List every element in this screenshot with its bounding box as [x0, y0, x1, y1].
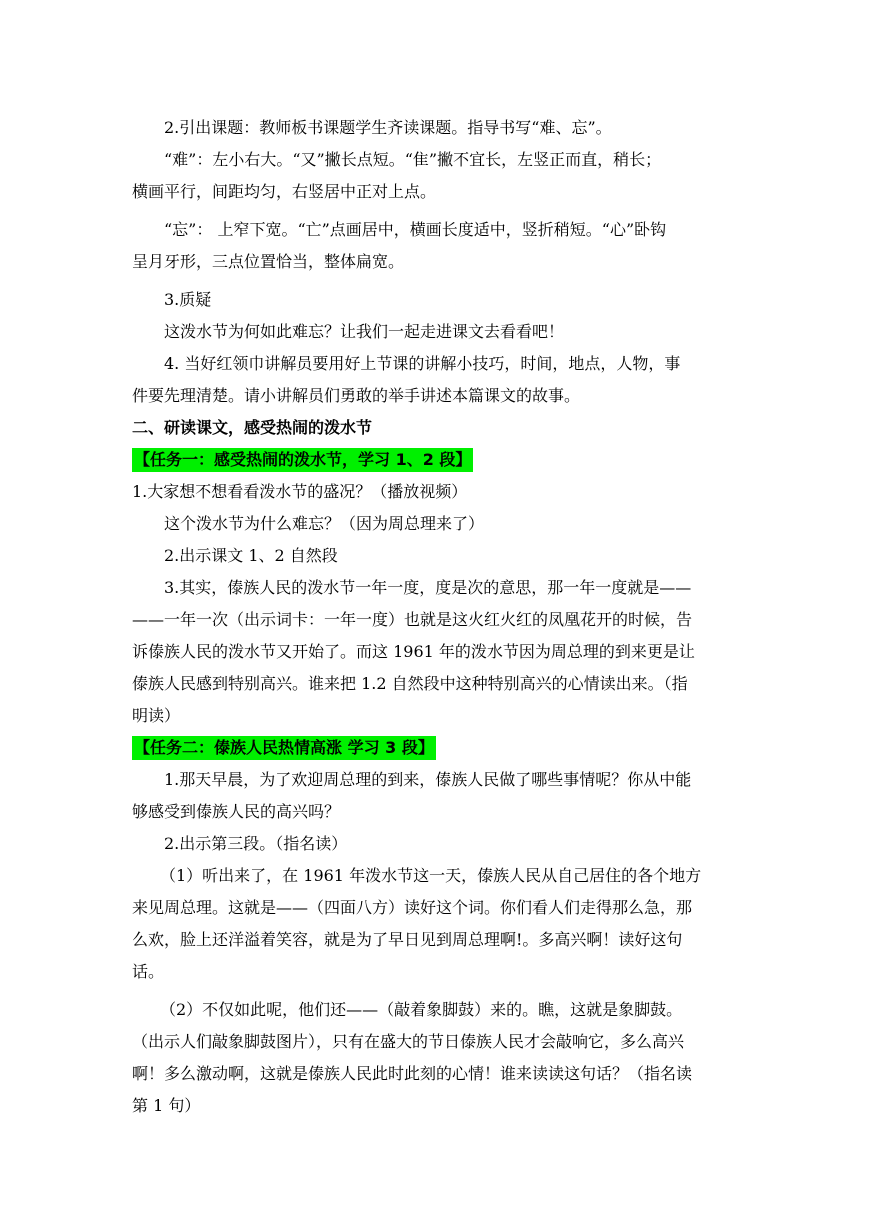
task2-item4-line1: （2）不仅如此呢，他们还——（敲着象脚鼓）来的。瞧，这就是象脚鼓。: [160, 1000, 683, 1019]
task2-item4-line3: 啊！多么激动啊，这就是傣族人民此时此刻的心情！谁来读读这句话？（指名读: [132, 1064, 693, 1083]
task2-item4-line2: （出示人们敲象脚鼓图片），只有在盛大的节日傣族人民才会敲响它，多么高兴: [132, 1032, 685, 1051]
paragraph-wang-line2: 呈月牙形，三点位置恰当，整体扁宽。: [132, 252, 405, 271]
task1-item2: 2.出示课文 1、2 自然段: [164, 546, 338, 565]
task1-item1-answer: 这个泼水节为什么难忘？（因为周总理来了）: [164, 514, 485, 533]
task1-item3-line1: 3.其实，傣族人民的泼水节一年一度，度是次的意思，那一年一度就是——: [164, 578, 692, 597]
task2-item3-line2: 来见周总理。这就是——（四面八方）读好这个词。你们看人们走得那么急，那: [132, 898, 693, 917]
task1-banner: 【任务一：感受热闹的泼水节，学习 1、2 段】: [132, 448, 473, 472]
task1-item3-line4: 傣族人民感到特别高兴。谁来把 1.2 自然段中这种特别高兴的心情读出来。（指: [132, 674, 688, 693]
task1-item3-line3: 诉傣族人民的泼水节又开始了。而这 1961 年的泼水节因为周总理的到来更是让: [132, 642, 695, 661]
task2-item4-line4: 第 1 句）: [132, 1096, 201, 1115]
task2-item3-line1: （1）听出来了，在 1961 年泼水节这一天，傣族人民从自己居住的各个地方: [160, 866, 702, 885]
paragraph-nan-line2: 横画平行，间距均匀，右竖居中正对上点。: [132, 182, 437, 201]
paragraph-intro-title: 2.引出课题：教师板书课题学生齐读课题。指导书写“难、忘”。: [164, 118, 612, 137]
paragraph-question-heading: 3.质疑: [164, 290, 212, 309]
task2-banner: 【任务二：傣族人民热情高涨 学习 3 段】: [132, 736, 436, 760]
paragraph-wang-line1: “忘”： 上窄下宽。“亡”点画居中，横画长度适中，竖折稍短。“心”卧钩: [164, 220, 667, 239]
task1-item3-line5: 明读）: [132, 706, 181, 725]
section-heading-2: 二、研读课文，感受热闹的泼水节: [132, 418, 373, 437]
document-page: [132, 112, 744, 1122]
task2-item2: 2.出示第三段。（指名读）: [164, 834, 348, 853]
task1-item3-line2: ——一年一次（出示词卡：一年一度）也就是这火红火红的凤凰花开的时候，告: [132, 610, 693, 629]
task2-item3-line4: 话。: [132, 962, 165, 981]
paragraph-question: 这泼水节为何如此难忘？让我们一起走进课文去看看吧！: [164, 322, 565, 341]
task2-item3-line3: 么欢，脸上还洋溢着笑容，就是为了早日见到周总理啊!。多高兴啊！读好这句: [132, 930, 683, 949]
task2-item1-line2: 够感受到傣族人民的高兴吗？: [132, 802, 341, 821]
task2-item1-line1: 1.那天早晨，为了欢迎周总理的到来，傣族人民做了哪些事情呢？你从中能: [164, 770, 692, 789]
task1-item1: 1.大家想不想看看泼水节的盛况？（播放视频）: [132, 482, 468, 501]
paragraph-guide-line1: 4. 当好红领巾讲解员要用好上节课的讲解小技巧，时间，地点，人物，事: [164, 354, 681, 373]
paragraph-guide-line2: 件要先理清楚。请小讲解员们勇敢的举手讲述本篇课文的故事。: [132, 386, 581, 405]
paragraph-nan-line1: “难”：左小右大。“又”撇长点短。“隹”撇不宜长，左竖正而直，稍长；: [164, 150, 662, 169]
